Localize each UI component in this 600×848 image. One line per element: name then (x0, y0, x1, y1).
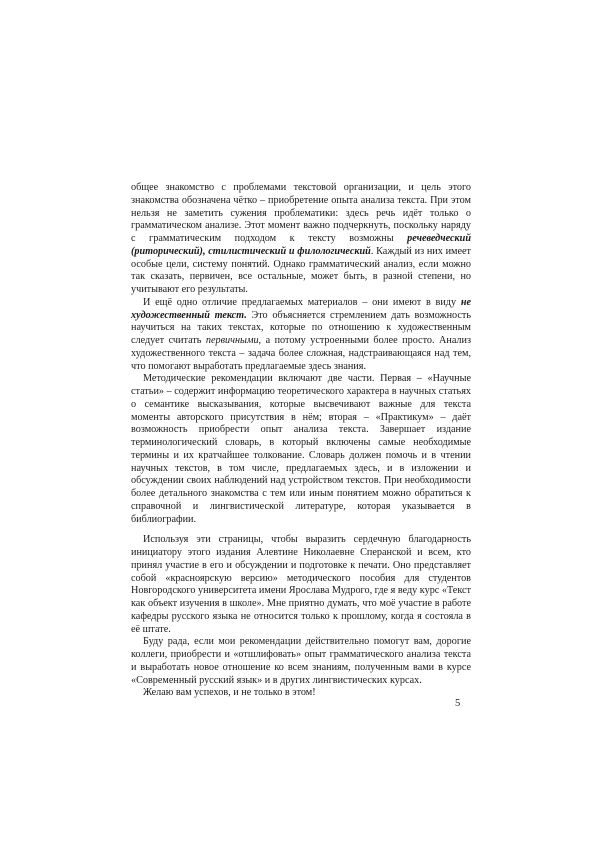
paragraph-6 (131, 687, 471, 700)
emphasis-italic: первичными (205, 335, 259, 346)
text-run: Методические рекомендации включают две части. Первая – «Научные статьи» – содержит информацию теоретического характера в научных статьях о семантике высказывания, которые высвечивают важные для текста моменты авторского присутствия в нём; вторая – «Практикум» – даёт возможность приобрести опыт анализа текста. Завершает издание терминологический словарь, в который включены самые необходимые термины и их кратчайшее толкование. Словарь должен помочь и в чтении научных текстов, в том числе, предлагаемых здесь, и в изложении и обсуждении своих наблюдений над устройством текстов. При необходимости более детального знакомства с тем или иным понятием можно обратиться к справочной и лингвистической литературе, которая указывается в библиографии. (131, 373, 471, 525)
text-run: И ещё одно отличие предлагаемых материалов – они имеют в виду (143, 296, 461, 308)
text-run: , а потому устроенными более просто. Анализ художественного текста – задача более сложная, надстраивающаяся над тем, что помогают выработать предлагаемые здесь знания. (131, 335, 471, 372)
paragraph-3 (131, 373, 471, 526)
paragraph-2 (131, 297, 471, 374)
text-run: Используя эти страницы, чтобы выразить сердечную благодарность инициатору этого издания Алевтине Николаевне Сперанской и всем, кто принял участие в его и обсуждении и подготовке к печати. Оно представляет собой «красноярскую версию» методического пособия для студентов Новгородского университета имени Ярослава Мудрого, где я веду курс «Текст как объект изучения в школе». Мне приятно думать, что моё участие в работе кафедры русского языка не относится только к прошлому, когда я состояла в её штате. (131, 534, 471, 635)
page-number: 5 (455, 698, 461, 709)
text-run: . Каждый из них имеет особые цели, систему понятий. Однако грамматический анализ, если можно так сказать, первичен, все остальные, может быть, в разной степени, но учитывают его результаты. (131, 245, 472, 295)
emphasis-bold-italic: речеведческий (риторический), стилистический и филологический (131, 233, 471, 257)
text-run: Буду рада, если мои рекомендации действительно помогут вам, дорогие коллеги, приобрести и «отшлифовать» опыт грамматического анализа текста и выработать новое отношение ко всем знаниям, полученным вами в курсе «Современный русский язык» и в других лингвистических курсах. (131, 636, 471, 686)
text-run: общее знакомство с проблемами текстовой организации, и цель этого знакомства обозначена чётко – приобретение опыта анализа текста. При этом нельзя не заметить сужения проблематики: здесь речь идёт только о грамматическом анализе. Этот момент важно подчеркнуть, поскольку наряду с грамматическим подходом к тексту возможны (131, 182, 471, 244)
paragraph-1 (131, 182, 471, 297)
paragraph-5 (131, 636, 471, 687)
body-text (131, 182, 471, 700)
text-run: Это объясняется стремлением дать возможность научиться на таких текстах, которые по отношению к художественным следует считать (131, 309, 471, 346)
paragraph-4 (131, 534, 471, 636)
text-run: Желаю вам успехов, и не только в этом! (143, 687, 316, 699)
emphasis-bold-italic: не художественный текст. (131, 296, 471, 321)
